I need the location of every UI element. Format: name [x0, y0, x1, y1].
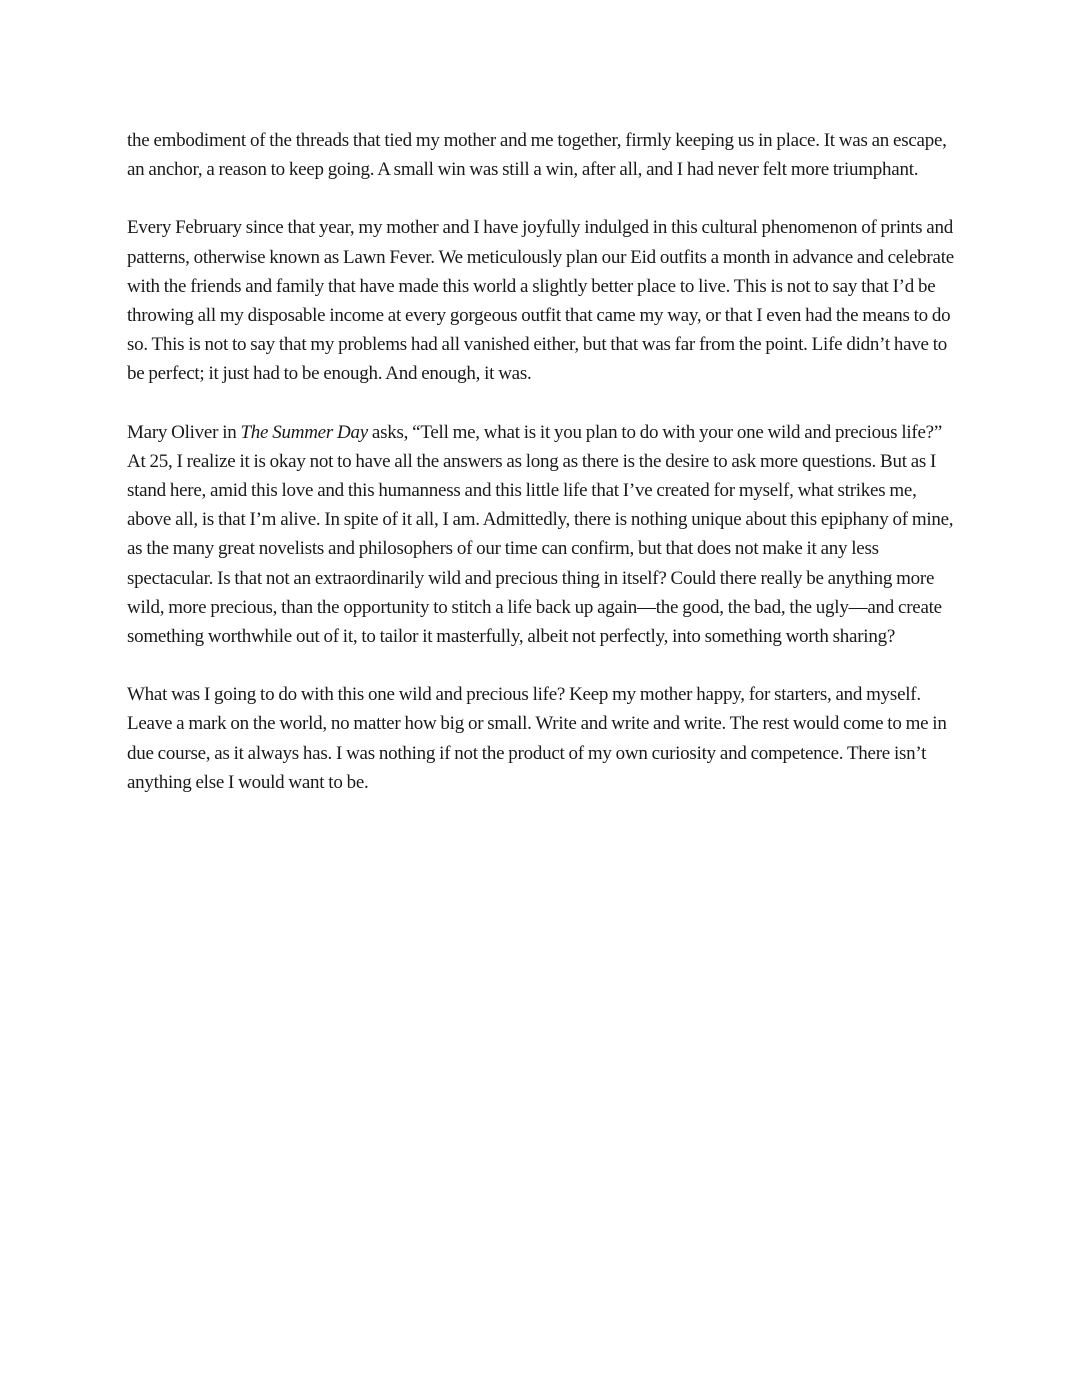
paragraph-mary-oliver-rest: asks, “Tell me, what is it you plan to do with your one wild and precious life?” At 25, I realize it is okay not to have all the answers as long as there is the desire to ask more questions. But as I stand here, amid this love and this humanness and this little life that I’ve created for myself, what strikes me, above all, is that I’m alive. In spite of it all, I am. Admittedly, there is nothing unique about this epiphany of mine, as the many great novelists and philosophers of our time can confirm, but that does not make it any less spectacular. Is that not an extraordinarily wild and precious thing in itself? Could there really be anything more wild, more precious, than the opportunity to stitch a life back up again—the good, the bad, the ugly—and create something worthwhile out of it, to tailor it masterfully, albeit not perfectly, into something worth sharing?: [127, 421, 954, 648]
paragraph-mary-oliver-lead: Mary Oliver in: [127, 421, 241, 443]
paragraph-lawn-fever: Every February since that year, my mother and I have joyfully indulged in this cultural phenomenon of prints and patterns, otherwise known as Lawn Fever. We meticulously plan our Eid outfits a month in advance and celebrate with the friends and family that have made this world a slightly better place to live. This is not to say that I’d be throwing all my disposable income at every gorgeous outfit that came my way, or that I even had the means to do so. This is not to say that my problems had all vanished either, but that was far from the point. Life didn’t have to be perfect; it just had to be enough. And enough, it was.: [127, 217, 954, 385]
paragraph-mary-oliver: [127, 418, 959, 652]
document-body: [127, 126, 959, 826]
paragraph-precious-life: What was I going to do with this one wild and precious life? Keep my mother happy, for starters, and myself. Leave a mark on the world, no matter how big or small. Write and write and write. The rest would come to me in due course, as it always has. I was nothing if not the product of my own curiosity and competence. There isn’t anything else I would want to be.: [127, 684, 947, 793]
paragraph-threads: the embodiment of the threads that tied my mother and me together, firmly keeping us in place. It was an escape, an anchor, a reason to keep going. A small win was still a win, after all, and I had never felt more triumphant.: [127, 130, 947, 181]
poem-title: The Summer Day: [240, 421, 368, 443]
